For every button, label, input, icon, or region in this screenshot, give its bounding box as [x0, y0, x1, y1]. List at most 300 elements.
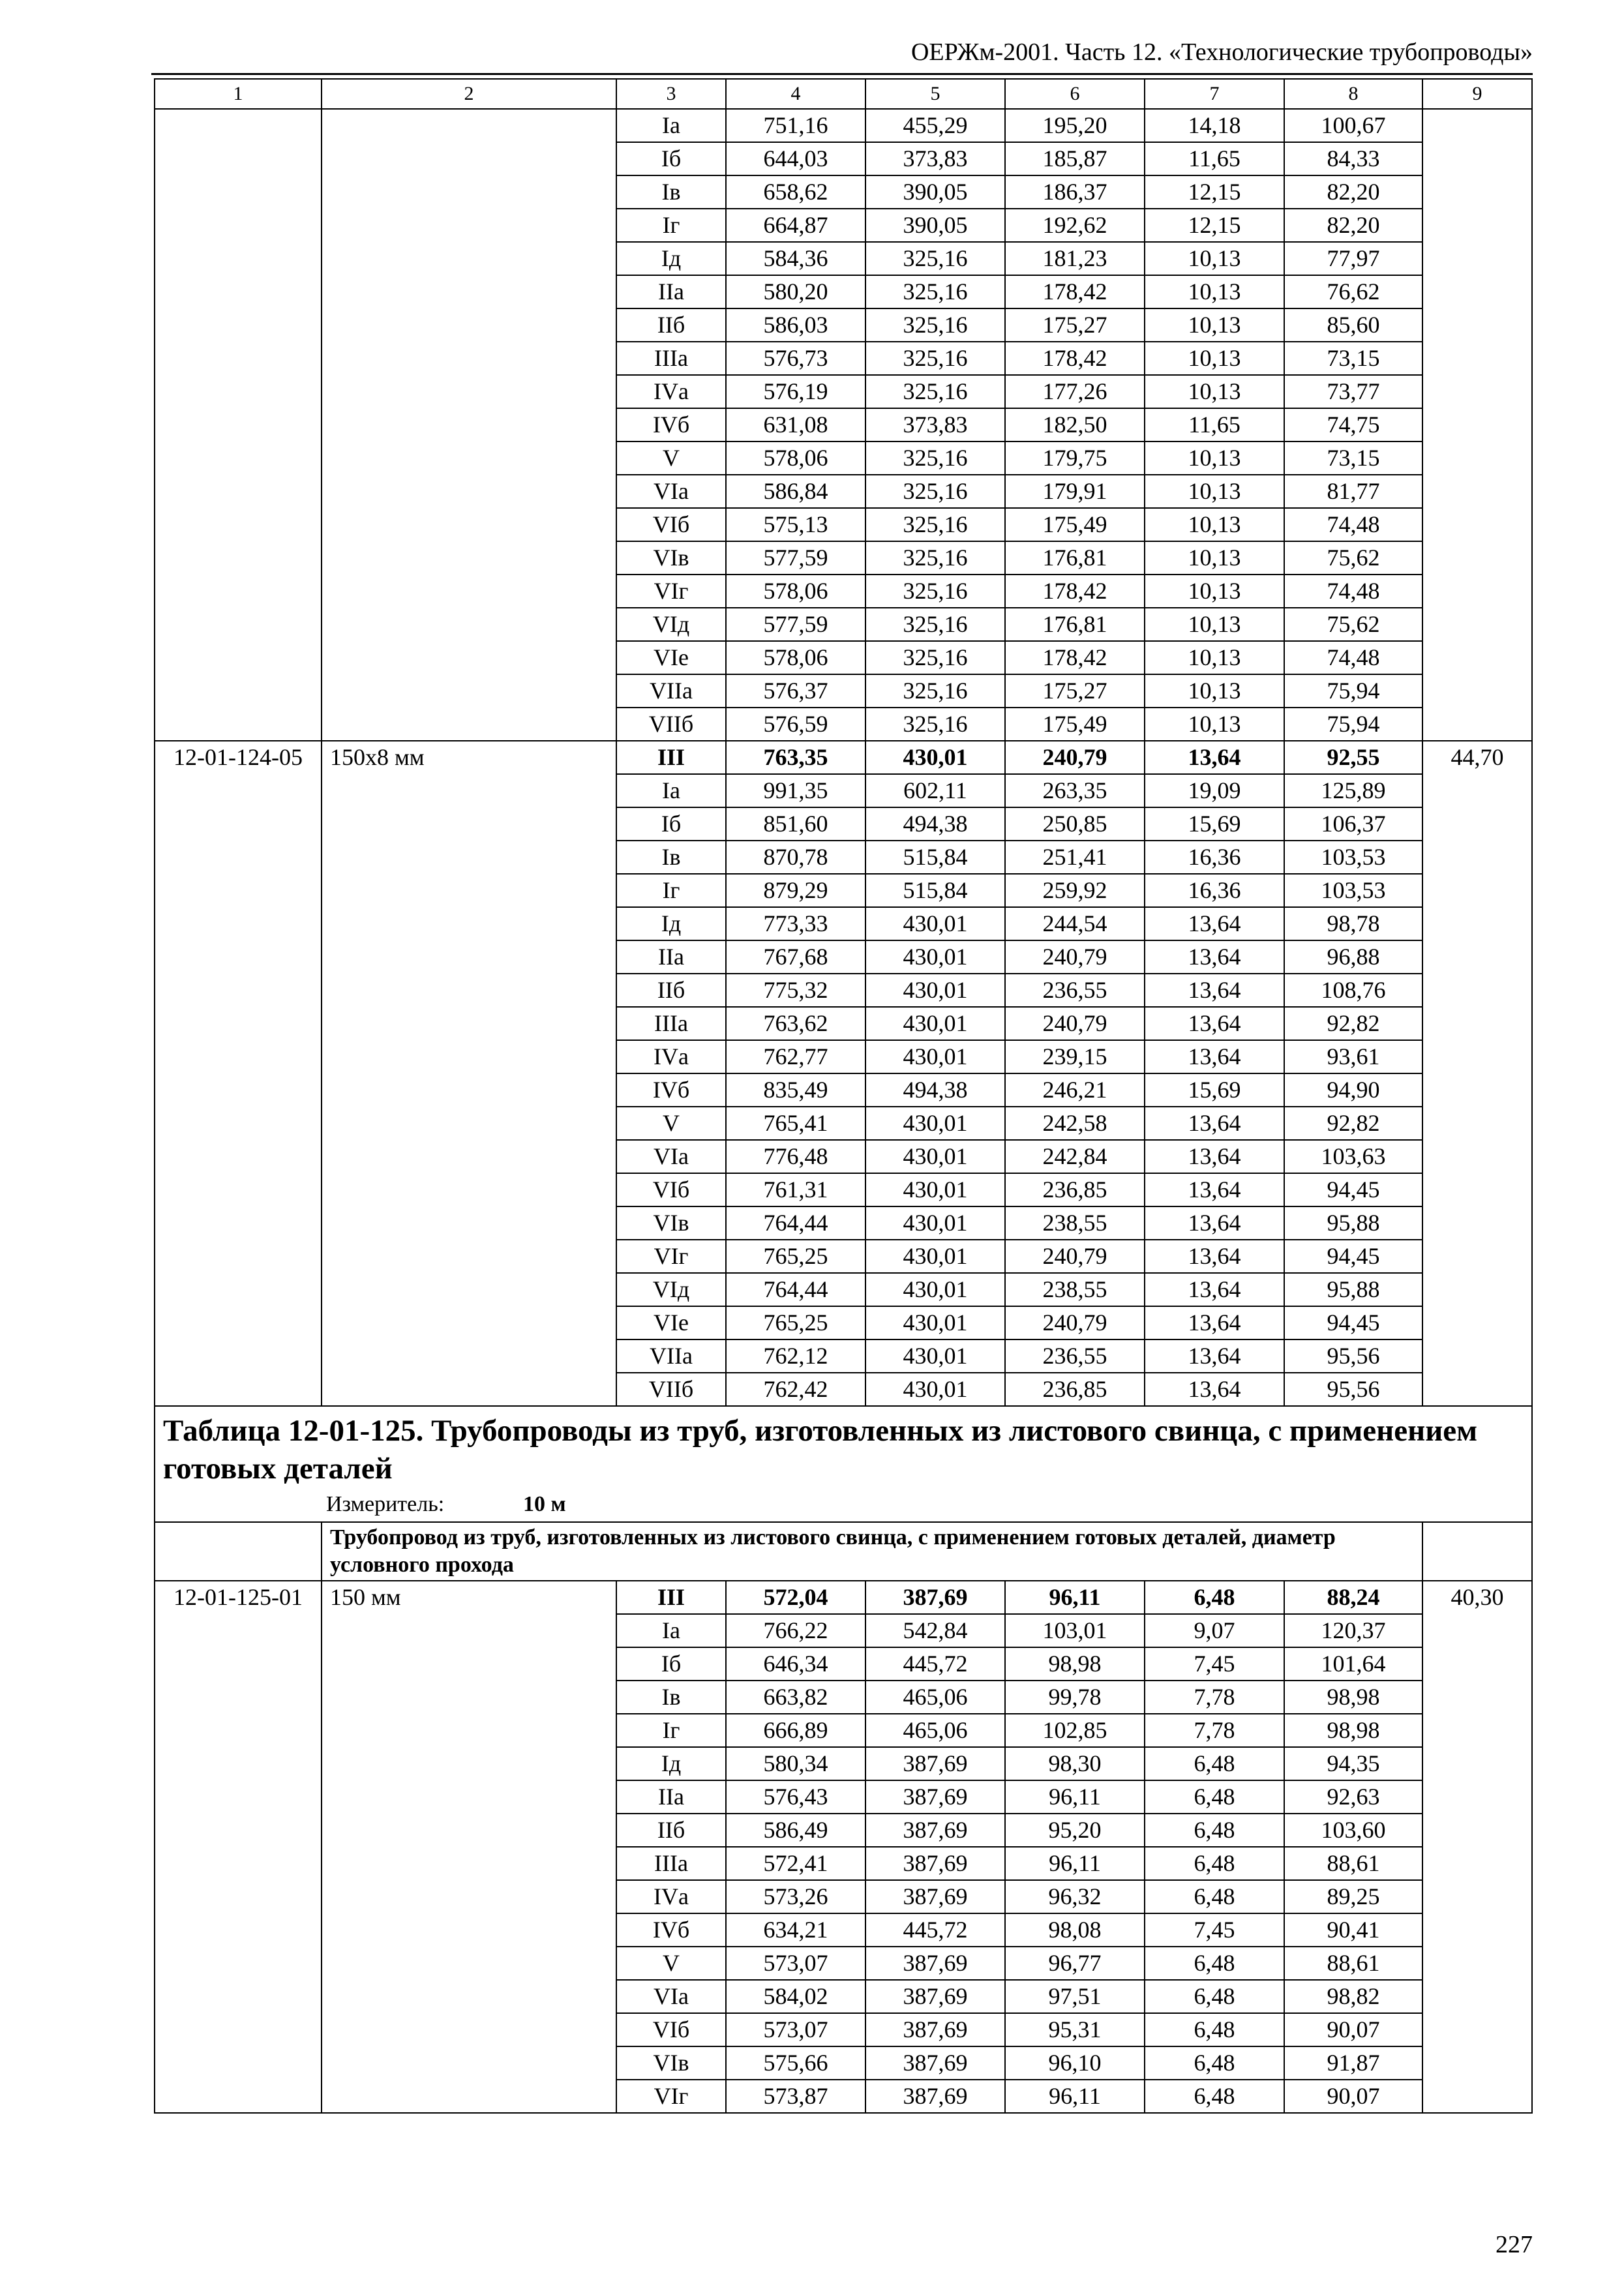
- value-cell-c8: 74,48: [1284, 575, 1422, 608]
- column-number-3: 3: [616, 79, 726, 109]
- value-cell-c6: 240,79: [1005, 741, 1145, 774]
- value-cell-c7: 10,13: [1145, 441, 1284, 475]
- category-cell: Iд: [616, 907, 726, 940]
- value-cell-c4: 573,26: [726, 1880, 865, 1913]
- value-cell-c6: 96,11: [1005, 1780, 1145, 1814]
- category-cell: Iб: [616, 807, 726, 841]
- value-cell-c4: 631,08: [726, 408, 865, 441]
- value-cell-c5: 430,01: [865, 1306, 1005, 1339]
- value-cell-c5: 325,16: [865, 275, 1005, 308]
- value-cell-c5: 373,83: [865, 142, 1005, 175]
- value-cell-c4: 776,48: [726, 1140, 865, 1173]
- value-cell-c7: 13,64: [1145, 1206, 1284, 1240]
- value-cell-c6: 178,42: [1005, 342, 1145, 375]
- running-header: ОЕРЖм-2001. Часть 12. «Технологические трубопроводы»: [910, 38, 1533, 66]
- category-cell: IIIа: [616, 342, 726, 375]
- value-cell-c4: 580,20: [726, 275, 865, 308]
- value-cell-c5: 430,01: [865, 1140, 1005, 1173]
- value-cell-c6: 236,55: [1005, 974, 1145, 1007]
- category-cell: VIд: [616, 1273, 726, 1306]
- value-cell-c7: 10,13: [1145, 541, 1284, 575]
- category-cell: VIб: [616, 508, 726, 541]
- value-cell-c5: 387,69: [865, 1780, 1005, 1814]
- column-number-9: 9: [1422, 79, 1532, 109]
- value-cell-c4: 767,68: [726, 940, 865, 974]
- category-cell: VIб: [616, 2013, 726, 2046]
- category-cell: IIIа: [616, 1847, 726, 1880]
- value-cell-c4: 666,89: [726, 1714, 865, 1747]
- rate-description-cell: 150х8 мм: [322, 741, 616, 1406]
- category-cell: VIб: [616, 1173, 726, 1206]
- value-cell-c7: 10,13: [1145, 508, 1284, 541]
- value-cell-c6: 251,41: [1005, 841, 1145, 874]
- category-cell: IIб: [616, 308, 726, 342]
- value-cell-c8: 103,63: [1284, 1140, 1422, 1173]
- value-cell-c8: 103,53: [1284, 841, 1422, 874]
- value-cell-c5: 325,16: [865, 708, 1005, 741]
- value-cell-c4: 578,06: [726, 441, 865, 475]
- category-cell: VIг: [616, 575, 726, 608]
- column-number-row: [155, 79, 1532, 109]
- value-cell-c5: 387,69: [865, 1880, 1005, 1913]
- value-cell-c5: 325,16: [865, 508, 1005, 541]
- value-cell-c6: 259,92: [1005, 874, 1145, 907]
- value-cell-c7: 13,64: [1145, 1007, 1284, 1040]
- column-number-5: 5: [865, 79, 1005, 109]
- value-cell-c6: 238,55: [1005, 1206, 1145, 1240]
- category-cell: IIа: [616, 940, 726, 974]
- value-cell-c8: 93,61: [1284, 1040, 1422, 1073]
- table-title: Таблица 12-01-125. Трубопроводы из труб, изготовленных из листового свинца, с применением готовых деталей: [155, 1406, 1532, 1488]
- value-cell-c4: 577,59: [726, 608, 865, 641]
- value-cell-c7: 13,64: [1145, 1273, 1284, 1306]
- category-cell: Iб: [616, 142, 726, 175]
- category-cell: VIа: [616, 1140, 726, 1173]
- value-cell-c8: 92,63: [1284, 1780, 1422, 1814]
- value-cell-c8: 94,35: [1284, 1747, 1422, 1780]
- header-rule: [151, 73, 1533, 75]
- value-cell-c4: 572,41: [726, 1847, 865, 1880]
- value-cell-c4: 573,07: [726, 2013, 865, 2046]
- value-cell-c7: 10,13: [1145, 475, 1284, 508]
- value-cell-c6: 178,42: [1005, 275, 1145, 308]
- value-cell-c5: 325,16: [865, 674, 1005, 708]
- value-cell-c6: 179,91: [1005, 475, 1145, 508]
- value-cell-c5: 515,84: [865, 841, 1005, 874]
- value-cell-c4: 658,62: [726, 175, 865, 209]
- value-cell-c5: 325,16: [865, 242, 1005, 275]
- value-cell-c5: 515,84: [865, 874, 1005, 907]
- category-cell: VIв: [616, 2046, 726, 2080]
- value-cell-c5: 387,69: [865, 2080, 1005, 2113]
- value-cell-c6: 263,35: [1005, 774, 1145, 807]
- value-cell-c8: 98,98: [1284, 1681, 1422, 1714]
- value-cell-c6: 250,85: [1005, 807, 1145, 841]
- value-cell-c7: 13,64: [1145, 1040, 1284, 1073]
- value-cell-c5: 373,83: [865, 408, 1005, 441]
- value-cell-c7: 13,64: [1145, 1339, 1284, 1373]
- value-cell-c7: 6,48: [1145, 2080, 1284, 2113]
- value-cell-c8: 74,75: [1284, 408, 1422, 441]
- value-cell-c4: 762,12: [726, 1339, 865, 1373]
- value-cell-c4: 584,36: [726, 242, 865, 275]
- category-cell: IVа: [616, 1880, 726, 1913]
- category-cell: IIIа: [616, 1007, 726, 1040]
- value-cell-c6: 103,01: [1005, 1614, 1145, 1647]
- value-cell-c8: 94,45: [1284, 1306, 1422, 1339]
- category-cell: Iв: [616, 175, 726, 209]
- value-cell-c5: 430,01: [865, 1339, 1005, 1373]
- value-cell-c7: 13,64: [1145, 1107, 1284, 1140]
- value-cell-c6: 96,11: [1005, 1581, 1145, 1614]
- category-cell: Iв: [616, 841, 726, 874]
- value-cell-c6: 240,79: [1005, 1306, 1145, 1339]
- value-cell-c4: 870,78: [726, 841, 865, 874]
- value-cell-c6: 236,85: [1005, 1373, 1145, 1406]
- value-cell-c6: 97,51: [1005, 1980, 1145, 2013]
- category-cell: VIIб: [616, 1373, 726, 1406]
- value-cell-c8: 88,61: [1284, 1847, 1422, 1880]
- value-cell-c7: 13,64: [1145, 974, 1284, 1007]
- value-cell-c6: 182,50: [1005, 408, 1145, 441]
- category-cell: Iа: [616, 109, 726, 142]
- value-cell-c8: 98,78: [1284, 907, 1422, 940]
- category-cell: VIг: [616, 1240, 726, 1273]
- value-cell-c8: 95,88: [1284, 1273, 1422, 1306]
- value-cell-c8: 90,07: [1284, 2013, 1422, 2046]
- column-9-cell: 44,70: [1422, 741, 1532, 1406]
- value-cell-c7: 6,48: [1145, 1780, 1284, 1814]
- value-cell-c7: 13,64: [1145, 741, 1284, 774]
- value-cell-c6: 99,78: [1005, 1681, 1145, 1714]
- value-cell-c8: 100,67: [1284, 109, 1422, 142]
- value-cell-c7: 10,13: [1145, 308, 1284, 342]
- measure-line: [155, 1490, 1531, 1519]
- value-cell-c8: 106,37: [1284, 807, 1422, 841]
- rate-description-cell: 150 мм: [322, 1581, 616, 2113]
- rates-table: [154, 78, 1533, 2114]
- category-cell: VIв: [616, 1206, 726, 1240]
- value-cell-c8: 74,48: [1284, 641, 1422, 674]
- value-cell-c7: 6,48: [1145, 2046, 1284, 2080]
- category-cell: V: [616, 1107, 726, 1140]
- value-cell-c7: 13,64: [1145, 1140, 1284, 1173]
- value-cell-c5: 325,16: [865, 575, 1005, 608]
- value-cell-c6: 186,37: [1005, 175, 1145, 209]
- value-cell-c6: 96,11: [1005, 1847, 1145, 1880]
- value-cell-c8: 75,62: [1284, 541, 1422, 575]
- value-cell-c4: 765,41: [726, 1107, 865, 1140]
- value-cell-c5: 542,84: [865, 1614, 1005, 1647]
- value-cell-c5: 494,38: [865, 1073, 1005, 1107]
- value-cell-c7: 11,65: [1145, 408, 1284, 441]
- category-cell: IVа: [616, 1040, 726, 1073]
- value-cell-c8: 76,62: [1284, 275, 1422, 308]
- value-cell-c7: 12,15: [1145, 175, 1284, 209]
- category-cell: V: [616, 441, 726, 475]
- value-cell-c6: 239,15: [1005, 1040, 1145, 1073]
- value-cell-c7: 13,64: [1145, 1373, 1284, 1406]
- category-cell: Iд: [616, 242, 726, 275]
- value-cell-c6: 236,85: [1005, 1173, 1145, 1206]
- value-cell-c6: 236,55: [1005, 1339, 1145, 1373]
- value-cell-c8: 95,56: [1284, 1373, 1422, 1406]
- category-cell: VIIа: [616, 674, 726, 708]
- value-cell-c7: 6,48: [1145, 1947, 1284, 1980]
- value-cell-c6: 244,54: [1005, 907, 1145, 940]
- value-cell-c6: 179,75: [1005, 441, 1145, 475]
- value-cell-c4: 586,03: [726, 308, 865, 342]
- value-cell-c4: 576,59: [726, 708, 865, 741]
- value-cell-c6: 175,49: [1005, 508, 1145, 541]
- value-cell-c4: 761,31: [726, 1173, 865, 1206]
- value-cell-c7: 10,13: [1145, 275, 1284, 308]
- table-row: [155, 109, 1532, 142]
- value-cell-c8: 94,45: [1284, 1240, 1422, 1273]
- value-cell-c8: 92,55: [1284, 741, 1422, 774]
- value-cell-c4: 584,02: [726, 1980, 865, 2013]
- value-cell-c4: 835,49: [726, 1073, 865, 1107]
- value-cell-c6: 240,79: [1005, 1240, 1145, 1273]
- category-cell: VIа: [616, 1980, 726, 2013]
- value-cell-c7: 10,13: [1145, 575, 1284, 608]
- value-cell-c6: 240,79: [1005, 1007, 1145, 1040]
- value-cell-c8: 103,53: [1284, 874, 1422, 907]
- value-cell-c6: 95,20: [1005, 1814, 1145, 1847]
- rate-code-cell: 12-01-124-05: [155, 741, 322, 1406]
- value-cell-c7: 7,78: [1145, 1681, 1284, 1714]
- value-cell-c8: 125,89: [1284, 774, 1422, 807]
- value-cell-c6: 242,58: [1005, 1107, 1145, 1140]
- value-cell-c4: 634,21: [726, 1913, 865, 1947]
- value-cell-c5: 430,01: [865, 741, 1005, 774]
- value-cell-c7: 11,65: [1145, 142, 1284, 175]
- value-cell-c4: 580,34: [726, 1747, 865, 1780]
- value-cell-c4: 765,25: [726, 1240, 865, 1273]
- value-cell-c4: 576,19: [726, 375, 865, 408]
- value-cell-c8: 75,94: [1284, 674, 1422, 708]
- value-cell-c8: 94,90: [1284, 1073, 1422, 1107]
- value-cell-c5: 325,16: [865, 541, 1005, 575]
- value-cell-c4: 644,03: [726, 142, 865, 175]
- category-cell: IIб: [616, 1814, 726, 1847]
- value-cell-c7: 10,13: [1145, 674, 1284, 708]
- value-cell-c5: 387,69: [865, 1814, 1005, 1847]
- category-cell: IIа: [616, 1780, 726, 1814]
- value-cell-c7: 13,64: [1145, 907, 1284, 940]
- section-heading-row: [155, 1522, 1532, 1581]
- value-cell-c7: 6,48: [1145, 1747, 1284, 1780]
- value-cell-c7: 13,64: [1145, 1306, 1284, 1339]
- category-cell: VIе: [616, 1306, 726, 1339]
- value-cell-c5: 430,01: [865, 974, 1005, 1007]
- value-cell-c5: 602,11: [865, 774, 1005, 807]
- value-cell-c5: 430,01: [865, 1240, 1005, 1273]
- value-cell-c4: 573,87: [726, 2080, 865, 2113]
- value-cell-c6: 175,27: [1005, 674, 1145, 708]
- value-cell-c6: 98,30: [1005, 1747, 1145, 1780]
- category-cell: VIг: [616, 2080, 726, 2113]
- rate-description-cell: [322, 109, 616, 741]
- value-cell-c8: 103,60: [1284, 1814, 1422, 1847]
- value-cell-c6: 177,26: [1005, 375, 1145, 408]
- section-spacer-cell: [155, 1522, 322, 1581]
- value-cell-c4: 578,06: [726, 641, 865, 674]
- value-cell-c5: 430,01: [865, 1206, 1005, 1240]
- value-cell-c8: 88,61: [1284, 1947, 1422, 1980]
- category-cell: IIб: [616, 974, 726, 1007]
- category-cell: Iг: [616, 874, 726, 907]
- value-cell-c8: 92,82: [1284, 1107, 1422, 1140]
- value-cell-c7: 12,15: [1145, 209, 1284, 242]
- value-cell-c6: 102,85: [1005, 1714, 1145, 1747]
- category-cell: IVб: [616, 408, 726, 441]
- value-cell-c7: 16,36: [1145, 874, 1284, 907]
- table-row: [155, 1581, 1532, 1614]
- value-cell-c5: 445,72: [865, 1647, 1005, 1681]
- value-cell-c8: 90,07: [1284, 2080, 1422, 2113]
- value-cell-c5: 445,72: [865, 1913, 1005, 1947]
- value-cell-c4: 764,44: [726, 1206, 865, 1240]
- value-cell-c4: 576,43: [726, 1780, 865, 1814]
- value-cell-c5: 430,01: [865, 1107, 1005, 1140]
- value-cell-c7: 13,64: [1145, 940, 1284, 974]
- value-cell-c8: 98,82: [1284, 1980, 1422, 2013]
- value-cell-c7: 7,45: [1145, 1647, 1284, 1681]
- column-number-7: 7: [1145, 79, 1284, 109]
- value-cell-c4: 575,66: [726, 2046, 865, 2080]
- value-cell-c8: 81,77: [1284, 475, 1422, 508]
- value-cell-c4: 879,29: [726, 874, 865, 907]
- value-cell-c7: 10,13: [1145, 708, 1284, 741]
- value-cell-c4: 576,73: [726, 342, 865, 375]
- value-cell-c8: 77,97: [1284, 242, 1422, 275]
- category-cell: III: [616, 1581, 726, 1614]
- value-cell-c4: 763,62: [726, 1007, 865, 1040]
- measure-value: 10 м: [523, 1492, 566, 1516]
- value-cell-c5: 325,16: [865, 475, 1005, 508]
- value-cell-c7: 14,18: [1145, 109, 1284, 142]
- value-cell-c5: 455,29: [865, 109, 1005, 142]
- category-cell: III: [616, 741, 726, 774]
- value-cell-c4: 586,49: [726, 1814, 865, 1847]
- category-cell: Iг: [616, 1714, 726, 1747]
- value-cell-c5: 387,69: [865, 1747, 1005, 1780]
- value-cell-c8: 101,64: [1284, 1647, 1422, 1681]
- category-cell: IVб: [616, 1913, 726, 1947]
- category-cell: V: [616, 1947, 726, 1980]
- category-cell: IVа: [616, 375, 726, 408]
- category-cell: VIа: [616, 475, 726, 508]
- category-cell: VIв: [616, 541, 726, 575]
- value-cell-c4: 572,04: [726, 1581, 865, 1614]
- value-cell-c7: 6,48: [1145, 1847, 1284, 1880]
- value-cell-c8: 82,20: [1284, 175, 1422, 209]
- value-cell-c7: 7,78: [1145, 1714, 1284, 1747]
- value-cell-c8: 95,56: [1284, 1339, 1422, 1373]
- value-cell-c5: 325,16: [865, 342, 1005, 375]
- value-cell-c7: 6,48: [1145, 2013, 1284, 2046]
- value-cell-c8: 90,41: [1284, 1913, 1422, 1947]
- value-cell-c4: 764,44: [726, 1273, 865, 1306]
- value-cell-c5: 387,69: [865, 2013, 1005, 2046]
- column-number-1: 1: [155, 79, 322, 109]
- value-cell-c5: 325,16: [865, 608, 1005, 641]
- value-cell-c6: 238,55: [1005, 1273, 1145, 1306]
- value-cell-c4: 577,59: [726, 541, 865, 575]
- value-cell-c7: 15,69: [1145, 807, 1284, 841]
- value-cell-c5: 465,06: [865, 1681, 1005, 1714]
- value-cell-c5: 430,01: [865, 1273, 1005, 1306]
- value-cell-c4: 765,25: [726, 1306, 865, 1339]
- value-cell-c7: 16,36: [1145, 841, 1284, 874]
- value-cell-c5: 387,69: [865, 2046, 1005, 2080]
- value-cell-c4: 663,82: [726, 1681, 865, 1714]
- value-cell-c8: 95,88: [1284, 1206, 1422, 1240]
- value-cell-c8: 98,98: [1284, 1714, 1422, 1747]
- category-cell: IVб: [616, 1073, 726, 1107]
- value-cell-c6: 175,27: [1005, 308, 1145, 342]
- value-cell-c5: 387,69: [865, 1581, 1005, 1614]
- value-cell-c4: 763,35: [726, 741, 865, 774]
- category-cell: Iб: [616, 1647, 726, 1681]
- category-cell: Iд: [616, 1747, 726, 1780]
- value-cell-c4: 762,77: [726, 1040, 865, 1073]
- value-cell-c4: 851,60: [726, 807, 865, 841]
- measure-row: [155, 1488, 1532, 1522]
- value-cell-c7: 19,09: [1145, 774, 1284, 807]
- value-cell-c8: 108,76: [1284, 974, 1422, 1007]
- category-cell: VIIб: [616, 708, 726, 741]
- value-cell-c6: 178,42: [1005, 575, 1145, 608]
- value-cell-c4: 766,22: [726, 1614, 865, 1647]
- value-cell-c7: 6,48: [1145, 1814, 1284, 1847]
- category-cell: VIе: [616, 641, 726, 674]
- value-cell-c7: 10,13: [1145, 375, 1284, 408]
- value-cell-c7: 15,69: [1145, 1073, 1284, 1107]
- value-cell-c8: 73,15: [1284, 441, 1422, 475]
- value-cell-c5: 390,05: [865, 175, 1005, 209]
- value-cell-c4: 578,06: [726, 575, 865, 608]
- value-cell-c6: 176,81: [1005, 541, 1145, 575]
- value-cell-c6: 95,31: [1005, 2013, 1145, 2046]
- value-cell-c8: 84,33: [1284, 142, 1422, 175]
- value-cell-c4: 586,84: [726, 475, 865, 508]
- rates-table-body: [155, 79, 1532, 2113]
- value-cell-c5: 325,16: [865, 375, 1005, 408]
- value-cell-c7: 13,64: [1145, 1240, 1284, 1273]
- value-cell-c8: 94,45: [1284, 1173, 1422, 1206]
- table-row: [155, 741, 1532, 774]
- category-cell: IIа: [616, 275, 726, 308]
- value-cell-c8: 89,25: [1284, 1880, 1422, 1913]
- value-cell-c8: 120,37: [1284, 1614, 1422, 1647]
- value-cell-c6: 96,77: [1005, 1947, 1145, 1980]
- value-cell-c8: 82,20: [1284, 209, 1422, 242]
- value-cell-c7: 9,07: [1145, 1614, 1284, 1647]
- value-cell-c5: 325,16: [865, 641, 1005, 674]
- category-cell: Iа: [616, 1614, 726, 1647]
- value-cell-c8: 91,87: [1284, 2046, 1422, 2080]
- table-title-row: [155, 1406, 1532, 1488]
- value-cell-c4: 751,16: [726, 109, 865, 142]
- value-cell-c5: 430,01: [865, 1007, 1005, 1040]
- column-9-cell: 40,30: [1422, 1581, 1532, 2113]
- section-spacer-cell: [1422, 1522, 1532, 1581]
- value-cell-c5: 430,01: [865, 940, 1005, 974]
- category-cell: VIд: [616, 608, 726, 641]
- value-cell-c5: 325,16: [865, 441, 1005, 475]
